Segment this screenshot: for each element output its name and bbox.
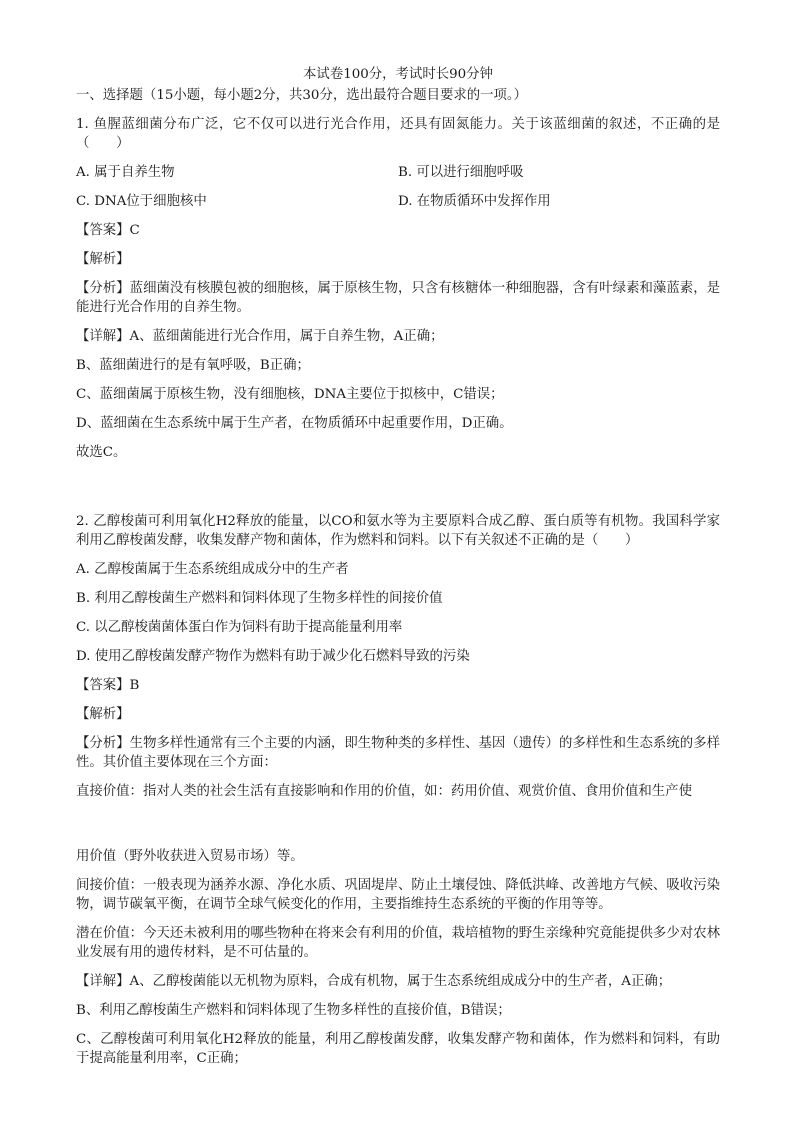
q1-option-a: A. 属于自养生物 <box>76 165 175 180</box>
exam-header: 本试卷100分，考试时长90分钟 <box>303 67 493 82</box>
q2-option-c: C. 以乙醇梭菌菌体蛋白作为饲料有助于提高能量利用率 <box>76 620 403 635</box>
q2-stem: 2. 乙醇梭菌可利用氧化H2释放的能量，以CO和氨水等为主要原料合成乙醇、蛋白质等有机物。我国科学家利用乙醇梭菌发酵，收集发酵产物和菌体，作为燃料和饲料。以下有关叙述不正确的是（ ） <box>76 514 720 548</box>
q2-xiangjie: 【详解】A、乙醇梭菌能以无机物为原料，合成有机物，属于生态系统组成成分中的生产者，A正确； <box>76 974 672 989</box>
q1-stem: 1. 鱼腥蓝细菌分布广泛，它不仅可以进行光合作用，还具有固氮能力。关于该蓝细菌的叙述，不正确的是（ ） <box>76 117 720 151</box>
q1-line-d: D、蓝细菌在生态系统中属于生产者，在物质循环中起重要作用，D正确。 <box>76 416 513 431</box>
q1-options <box>76 163 720 211</box>
q1-option-d: D. 在物质循环中发挥作用 <box>398 194 551 209</box>
q2-analysis-title: 【解析】 <box>76 707 130 722</box>
q2-line-b: B、利用乙醇梭菌生产燃料和饲料体现了生物多样性的直接价值，B错误； <box>76 1003 511 1018</box>
q1-fenxi: 【分析】蓝细菌没有核膜包被的细胞核，属于原核生物，只含有核糖体一种细胞器，含有叶绿素和藻蓝素，是能进行光合作用的自养生物。 <box>76 281 720 315</box>
q2-fenxi: 【分析】生物多样性通常有三个主要的内涵，即生物种类的多样性、基因（遗传）的多样性和生态系统的多样性。其价值主要体现在三个方面： <box>76 736 720 770</box>
document-page <box>76 66 720 1078</box>
q1-line-c: C、蓝细菌属于原核生物，没有细胞核，DNA主要位于拟核中，C错误； <box>76 387 504 402</box>
q1-option-c: C. DNA位于细胞核中 <box>76 194 207 209</box>
q2-option-a: A. 乙醇梭菌属于生态系统组成成分中的生产者 <box>76 562 349 577</box>
paragraph-spacer <box>76 811 720 847</box>
q2-option-d: D. 使用乙醇梭菌发酵产物作为燃料有助于减少化石燃料导致的污染 <box>76 649 470 664</box>
section-title: 一、选择题（15小题，每小题2分，共30分，选出最符合题目要求的一项。） <box>76 88 528 103</box>
q2-answer: 【答案】B <box>76 678 140 693</box>
q2-line-c: C、乙醇梭菌可利用氧化H2释放的能量，利用乙醇梭菌发酵，收集发酵产物和菌体，作为燃料和饲料，有助于提高能量利用率，C正确； <box>76 1032 720 1066</box>
q1-analysis-title: 【解析】 <box>76 252 130 267</box>
q1-conclusion: 故选C。 <box>76 445 127 460</box>
q1-answer: 【答案】C <box>76 223 140 238</box>
q2-potential-value: 潜在价值：今天还未被利用的哪些物种在将来会有利用的价值，栽培植物的野生亲缘种究竟能提供多少对农林业发展有用的遗传材料，是不可估量的。 <box>76 926 720 960</box>
q2-direct-value-2: 用价值（野外收获进入贸易市场）等。 <box>76 849 304 864</box>
q1-xiangjie: 【详解】A、蓝细菌能进行光合作用，属于自养生物，A正确； <box>76 329 444 344</box>
q2-option-b: B. 利用乙醇梭菌生产燃料和饲料体现了生物多样性的间接价值 <box>76 591 443 606</box>
q1-line-b: B、蓝细菌进行的是有氧呼吸，B正确； <box>76 358 310 373</box>
q2-indirect-value: 间接价值：一般表现为涵养水源、净化水质、巩固堤岸、防止土壤侵蚀、降低洪峰、改善地方气候、吸收污染物，调节碳氧平衡，在调节全球气候变化的作用，主要指维持生态系统的平衡的作用等等。 <box>76 878 720 912</box>
question-spacer <box>76 472 720 512</box>
q1-option-b: B. 可以进行细胞呼吸 <box>398 165 524 180</box>
q2-direct-value-1: 直接价值：指对人类的社会生活有直接影响和作用的价值，如：药用价值、观赏价值、食用价值和生产使 <box>76 784 692 799</box>
